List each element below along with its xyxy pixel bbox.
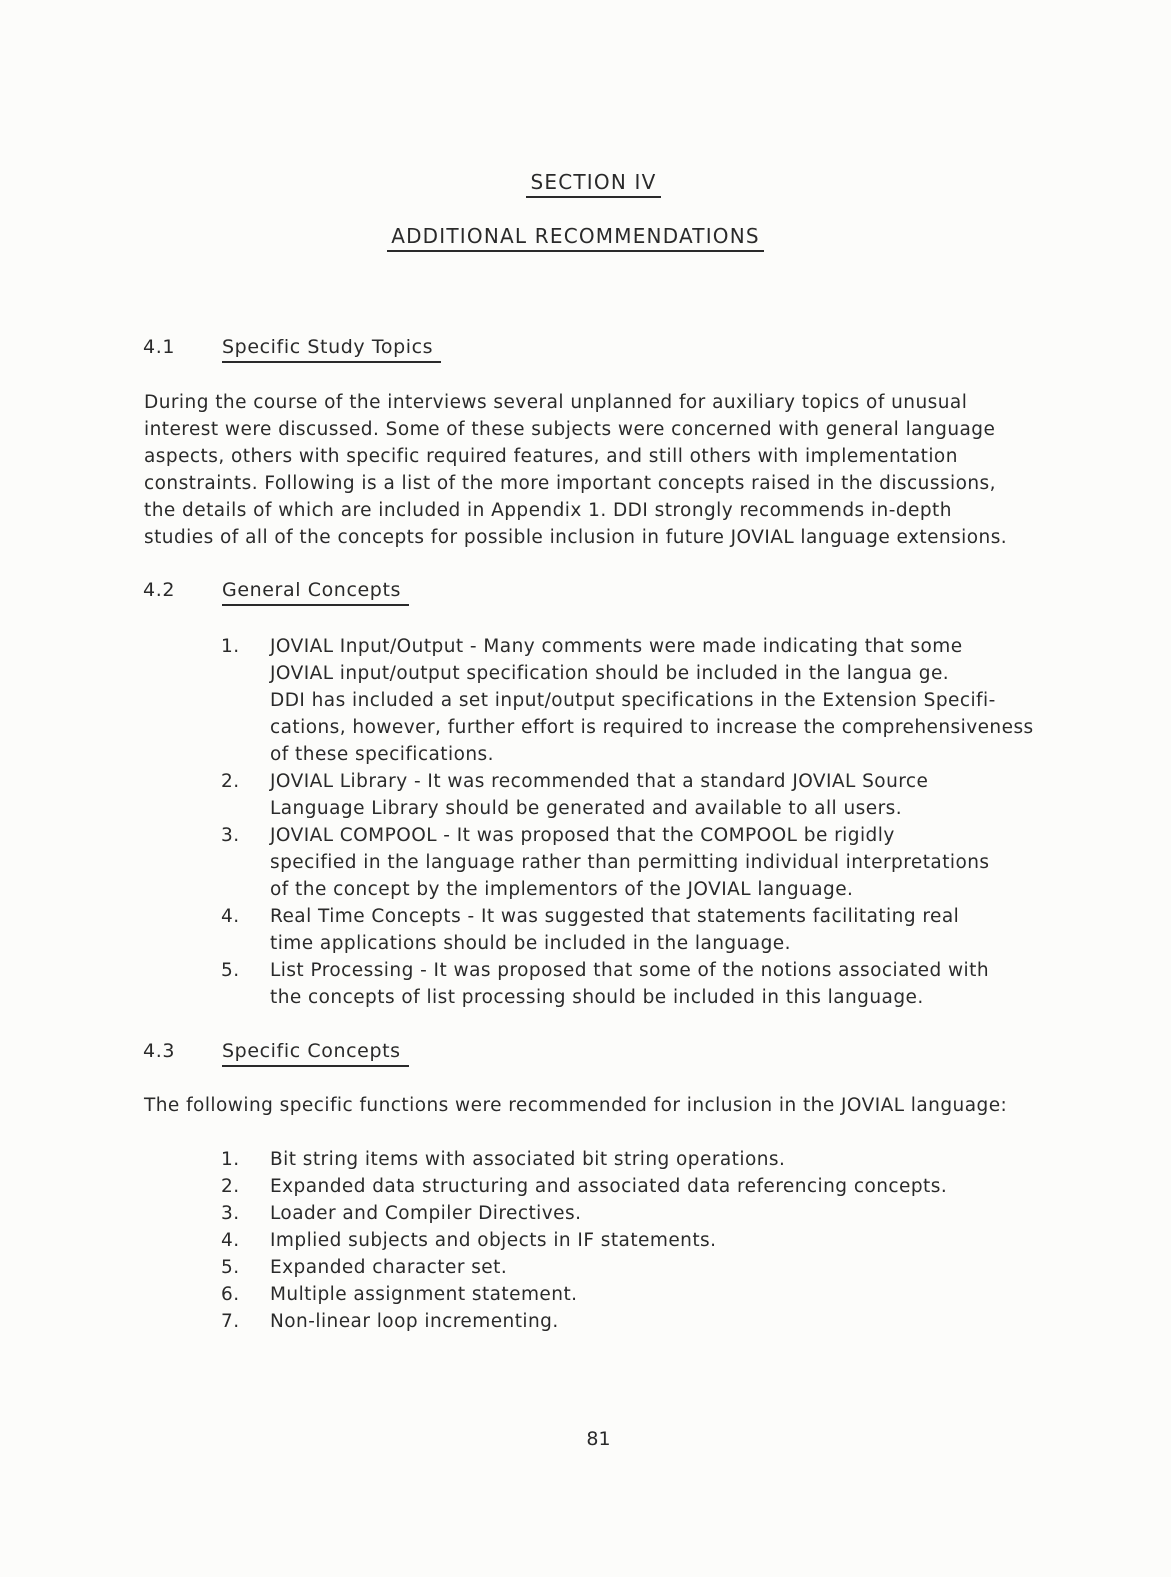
paragraph-line: aspects, others with specific required features, and still others with implementation bbox=[144, 446, 958, 467]
list-item-number: 4. bbox=[221, 1230, 240, 1251]
list-item-line: List Processing - It was proposed that some of the notions associated with bbox=[270, 960, 990, 981]
list-item bbox=[221, 1308, 1081, 1335]
list-item-line: JOVIAL COMPOOL - It was proposed that the COMPOOL be rigidly bbox=[270, 825, 895, 846]
list-item-line: specified in the language rather than permitting individual interpretations bbox=[270, 852, 990, 873]
list-item bbox=[221, 633, 1081, 768]
list-item bbox=[221, 822, 1081, 903]
section-title bbox=[8, 170, 1171, 198]
list-item-number: 1. bbox=[221, 636, 240, 657]
list-item bbox=[221, 768, 1081, 822]
list-item bbox=[221, 957, 1081, 1011]
list-item-number: 5. bbox=[221, 960, 240, 981]
list-item-text: Implied subjects and objects in IF statements. bbox=[270, 1230, 717, 1251]
list-item-number: 6. bbox=[221, 1284, 240, 1305]
section-number: 4.2 bbox=[143, 579, 176, 601]
section-heading-title: Specific Study Topics bbox=[222, 336, 441, 363]
list-item-number: 1. bbox=[221, 1149, 240, 1170]
list-item-text: Bit string items with associated bit string operations. bbox=[270, 1149, 786, 1170]
list-item bbox=[221, 1254, 1081, 1281]
list-item-number: 4. bbox=[221, 906, 240, 927]
list-item-line: JOVIAL Library - It was recommended that a standard JOVIAL Source bbox=[270, 771, 929, 792]
general-concepts-list bbox=[221, 633, 1081, 1011]
section-number: 4.3 bbox=[143, 1040, 176, 1062]
list-item-line: Language Library should be generated and available to all users. bbox=[270, 798, 903, 819]
list-item bbox=[221, 1146, 1081, 1173]
specific-concepts-intro bbox=[144, 1092, 1074, 1119]
paragraph-line: The following specific functions were recommended for inclusion in the JOVIAL language: bbox=[144, 1095, 1008, 1116]
list-item-text: Loader and Compiler Directives. bbox=[270, 1203, 582, 1224]
paragraph-line: interest were discussed. Some of these subjects were concerned with general language bbox=[144, 419, 996, 440]
list-item bbox=[221, 1200, 1081, 1227]
specific-concepts-list bbox=[221, 1146, 1081, 1335]
list-item-line: the concepts of list processing should be included in this language. bbox=[270, 987, 924, 1008]
page-number: 81 bbox=[586, 1428, 611, 1450]
list-item-line: Real Time Concepts - It was suggested that statements facilitating real bbox=[270, 906, 960, 927]
list-item-number: 3. bbox=[221, 1203, 240, 1224]
section-heading-title: Specific Concepts bbox=[222, 1040, 409, 1067]
list-item-text: Expanded character set. bbox=[270, 1257, 508, 1278]
list-item-line: JOVIAL input/output specification should be included in the langua ge. bbox=[270, 663, 950, 684]
study-topics-paragraph bbox=[144, 389, 1074, 551]
list-item-line: of these specifications. bbox=[270, 744, 494, 765]
section-title-text: SECTION IV bbox=[526, 170, 660, 198]
list-item-text: Multiple assignment statement. bbox=[270, 1284, 578, 1305]
list-item-text: Expanded data structuring and associated data referencing concepts. bbox=[270, 1176, 948, 1197]
paragraph-line: During the course of the interviews several unplanned for auxiliary topics of unusual bbox=[144, 392, 968, 413]
list-item-number: 3. bbox=[221, 825, 240, 846]
section-subtitle-text: ADDITIONAL RECOMMENDATIONS bbox=[387, 224, 764, 252]
list-item-text: Non-linear loop incrementing. bbox=[270, 1311, 559, 1332]
list-item bbox=[221, 903, 1081, 957]
list-item-number: 2. bbox=[221, 1176, 240, 1197]
list-item-line: DDI has included a set input/output specifications in the Extension Specifi- bbox=[270, 690, 996, 711]
list-item-number: 2. bbox=[221, 771, 240, 792]
list-item-line: JOVIAL Input/Output - Many comments were made indicating that some bbox=[270, 636, 963, 657]
list-item-line: of the concept by the implementors of the JOVIAL language. bbox=[270, 879, 854, 900]
section-subtitle bbox=[0, 224, 1161, 252]
list-item-number: 7. bbox=[221, 1311, 240, 1332]
list-item bbox=[221, 1281, 1081, 1308]
section-number: 4.1 bbox=[143, 336, 176, 358]
list-item bbox=[221, 1227, 1081, 1254]
section-heading-title: General Concepts bbox=[222, 579, 409, 606]
paragraph-line: the details of which are included in Appendix 1. DDI strongly recommends in-depth bbox=[144, 500, 952, 521]
list-item-line: cations, however, further effort is required to increase the comprehensiveness bbox=[270, 717, 1034, 738]
list-item-number: 5. bbox=[221, 1257, 240, 1278]
paragraph-line: studies of all of the concepts for possible inclusion in future JOVIAL language extensions. bbox=[144, 527, 1008, 548]
list-item bbox=[221, 1173, 1081, 1200]
paragraph-line: constraints. Following is a list of the more important concepts raised in the discussions, bbox=[144, 473, 996, 494]
list-item-line: time applications should be included in the language. bbox=[270, 933, 791, 954]
